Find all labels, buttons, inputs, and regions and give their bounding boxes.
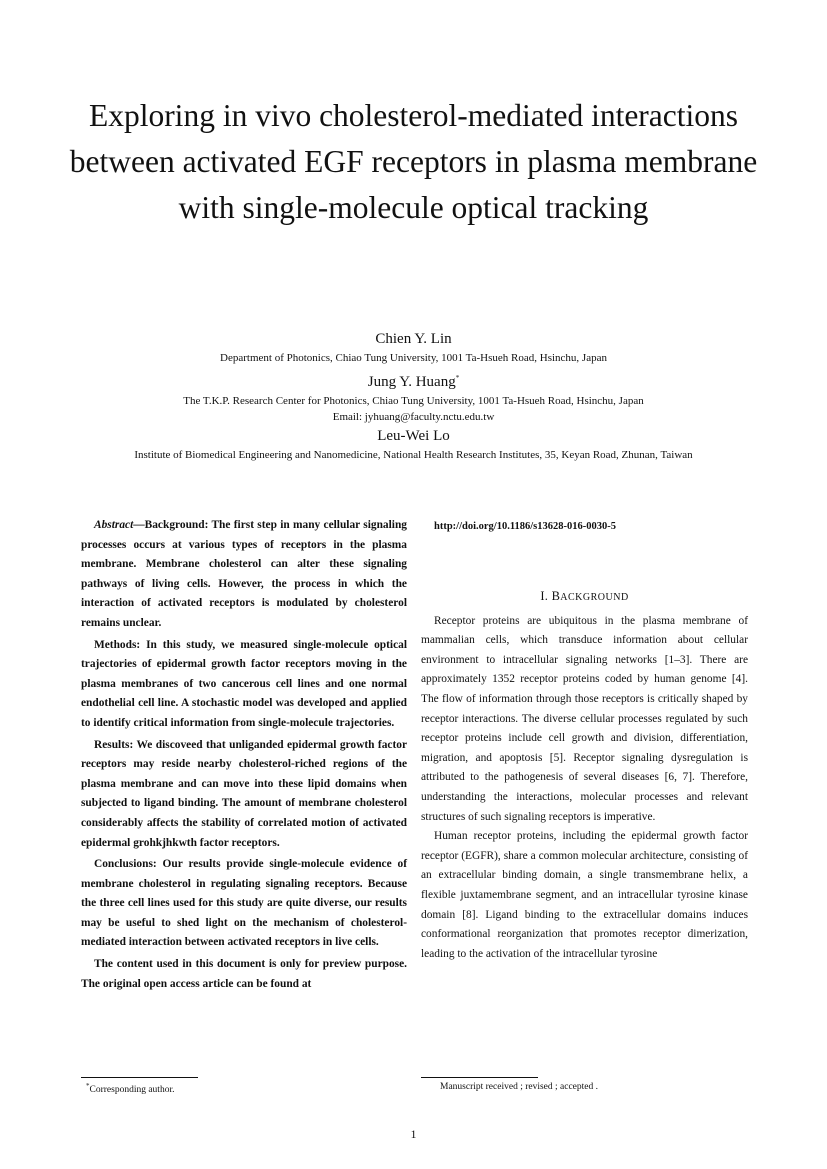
abstract-note: The content used in this document is only for preview purpose. The original open access article can be found at	[81, 958, 407, 990]
abstract-column	[81, 516, 407, 994]
section-number: I.	[540, 589, 549, 603]
footnote-left	[86, 1082, 174, 1095]
author-email: Email: jyhuang@faculty.nctu.edu.tw	[332, 411, 495, 423]
page-number: 1	[410, 1127, 417, 1141]
section-title: BACKGROUND	[551, 589, 629, 603]
abstract-background-text: —Background: The first step in many cellular signaling processes occurs at various types of receptors in the plasma membrane. Membrane cholesterol can alter these signaling pathways of living cells. However, the process in which the interaction of activated receptors is modulated by cholesterol remains unclear.	[81, 519, 407, 629]
body-paragraph: Human receptor proteins, including the epidermal growth factor receptor (EGFR), share a common molecular architecture, consisting of an extracellular binding domain, a single transmembrane helix, a flexible juxtamembrane segment, and an intracellular tyrosine kinase domain [8]. Ligand binding to the extracellular domains induces conformational reorganization that promotes receptor dimerization, leading to the activation of the intracellular tyrosine	[421, 830, 748, 960]
author-affiliation: Department of Photonics, Chiao Tung University, 1001 Ta-Hsueh Road, Hsinchu, Japan	[220, 352, 607, 364]
abstract-label: Abstract	[94, 519, 134, 531]
paper-title: Exploring in vivo cholesterol-mediated interactions between activated EGF receptors in plasma membrane with single-molecule optical tracking	[69, 98, 758, 225]
doi-link[interactable]: http://doi.org/10.1186/s13628-016-0030-5	[434, 521, 617, 532]
footnote-left-text: Corresponding author.	[89, 1085, 175, 1096]
author-block	[20, 330, 807, 466]
author-name: Chien Y. Lin	[375, 331, 452, 347]
corresponding-mark: *	[455, 374, 460, 382]
author-name: Leu-Wei Lo	[377, 428, 450, 444]
body-paragraph: Receptor proteins are ubiquitous in the plasma membrane of mammalian cells, which transduce information about cellular environment to intracellular signaling networks [1–3]. There are approximately 1352 receptor proteins coded by human genome [4]. The flow of information through those receptors is critically shaped by receptor interactions. The diverse cellular processes regulated by such receptor proteins include cell growth and division, differentiation, migration, and apoptosis [5]. Receptor signaling dysregulation is attributed to the pathogenesis of several diseases [6, 7]. Therefore, understanding the interactions, molecular processes and relevant structures of such signaling receptors is imperative.	[421, 614, 748, 823]
body-column	[421, 516, 748, 964]
footnote-mark: *	[86, 1082, 90, 1090]
footnote-rule	[81, 1077, 198, 1078]
footnote-rule	[421, 1077, 538, 1078]
abstract-conclusions: Conclusions: Our results provide single-molecule evidence of membrane cholesterol in regulating signaling receptors. Because the three cell lines used for this study are quite diverse, our results may be useful to shed light on the mechanism of cholesterol-mediated interaction between activated receptors in live cells.	[81, 858, 407, 949]
abstract-background	[81, 516, 407, 634]
section-heading	[421, 587, 748, 608]
author-name	[20, 369, 807, 392]
footnote-right: Manuscript received ; revised ; accepted .	[440, 1082, 598, 1092]
abstract-methods: Methods: In this study, we measured single-molecule optical trajectories of epidermal growth factor receptors moving in the plasma membranes of two cancerous cell lines and one normal endothelial cell line. A stochastic model was developed and applied to identify critical information from single-molecule trajectories.	[81, 638, 407, 729]
author-name-text: Jung Y. Huang	[367, 374, 456, 390]
author-affiliation: The T.K.P. Research Center for Photonics, Chiao Tung University, 1001 Ta-Hsueh Road, Hsinchu, Japan	[183, 395, 644, 407]
author-affiliation: Institute of Biomedical Engineering and Nanomedicine, National Health Research Institutes, 35, Keyan Road, Zhunan, Taiwan	[134, 449, 693, 461]
abstract-results: Results: We discoveed that unliganded epidermal growth factor receptors may reside nearby cholesterol-riched regions of the plasma membrane and can move into these lipid domains when subjected to ligand binding. The amount of membrane cholesterol considerably affects the stability of correlated motion of activated epidermal grohkjhkwth factor receptors.	[81, 738, 407, 849]
